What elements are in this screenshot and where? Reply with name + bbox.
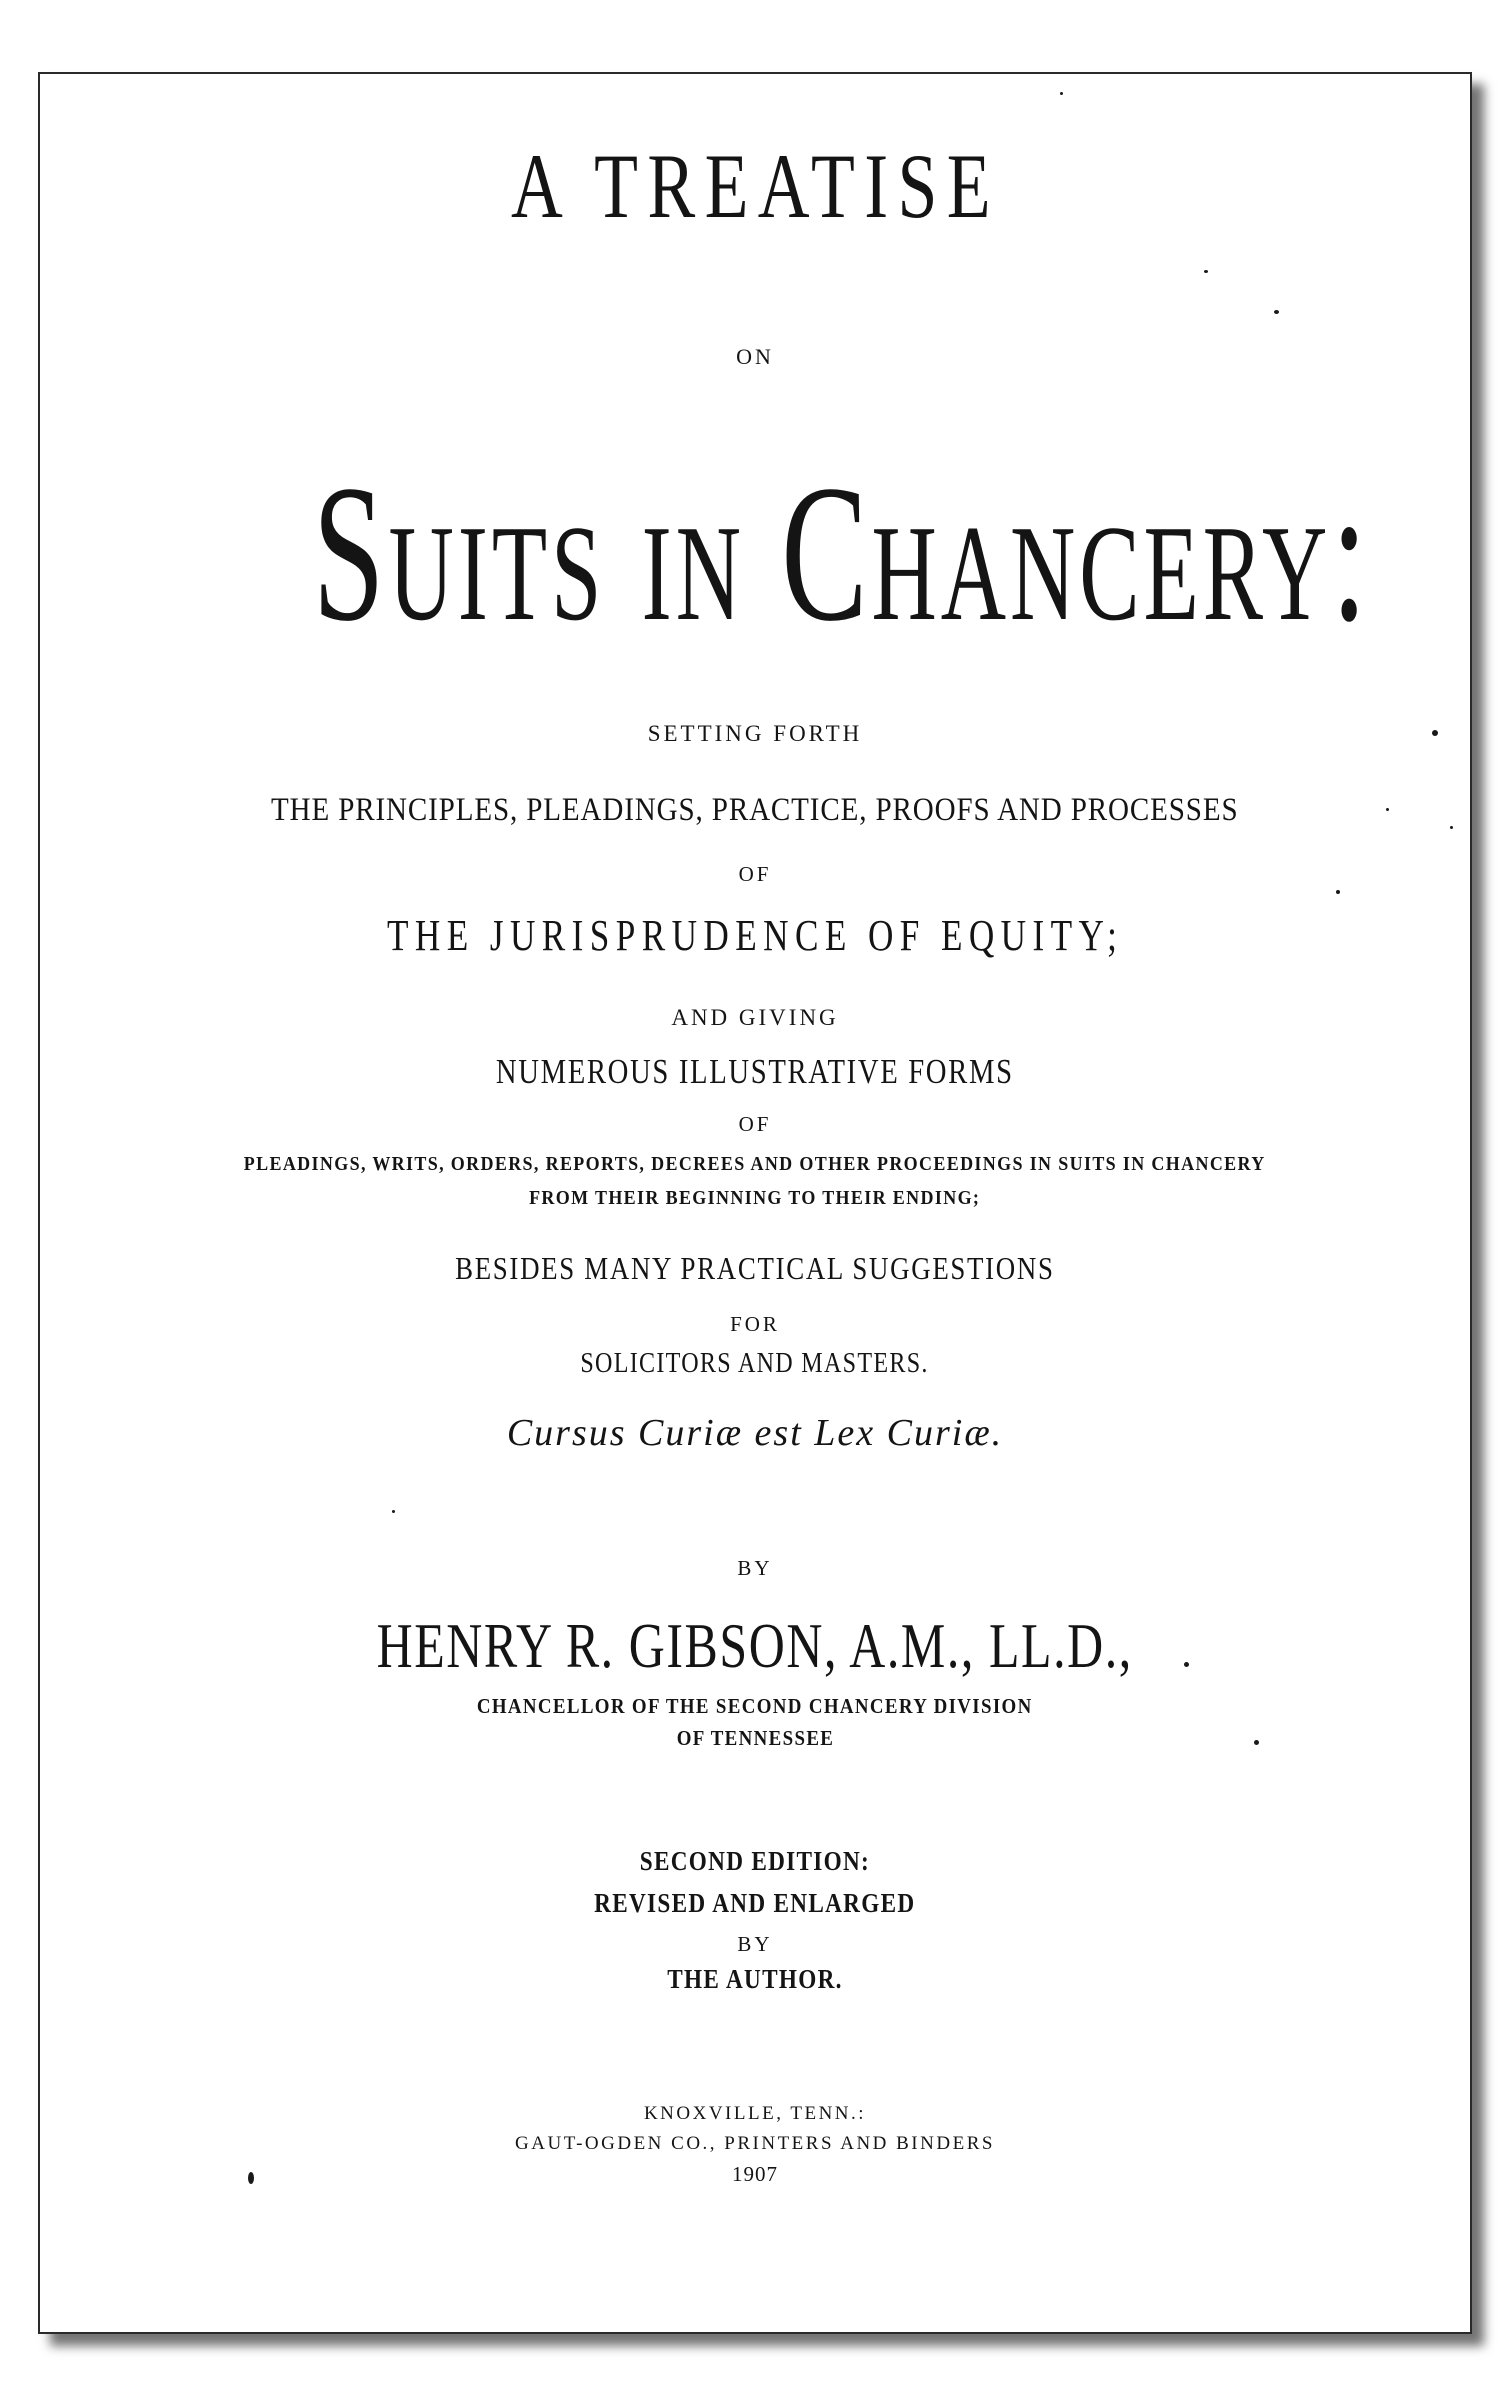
imprint-year: 1907 [732,2162,778,2186]
author-title-line-1: CHANCELLOR OF THE SECOND CHANCERY DIVISION [477,1694,1033,1718]
and-giving-line: AND GIVING [671,1005,839,1030]
revised-line: REVISED AND ENLARGED [594,1888,916,1918]
latin-motto: Cursus Curiæ est Lex Curiæ. [506,1412,1004,1454]
of-line-1: OF [738,862,772,886]
author-title-line-2: OF TENNESSEE [676,1726,834,1750]
scan-speck [1432,730,1438,736]
of-line-2: OF [738,1112,772,1136]
scan-speck [1450,826,1453,829]
scan-speck [1336,890,1340,894]
main-title: Suits in Chancery: [312,445,1372,662]
scan-speck [392,1510,395,1513]
author-name: HENRY R. GIBSON, A.M., LL.D., [376,1610,1134,1681]
scan-speck [1274,310,1279,314]
scan-speck [1060,92,1063,95]
on-line: ON [736,344,774,369]
treatise-heading: A TREATISE [510,135,1000,237]
pleadings-line: PLEADINGS, WRITS, ORDERS, REPORTS, DECREES AND OTHER PROCEEDINGS IN SUITS IN CHANCERY [244,1153,1266,1175]
scan-speck [1386,808,1389,811]
for-line: FOR [730,1312,780,1336]
numerous-forms-line: NUMEROUS ILLUSTRATIVE FORMS [496,1052,1014,1091]
principles-line: THE PRINCIPLES, PLEADINGS, PRACTICE, PROOFS AND PROCESSES [271,792,1239,828]
besides-line: BESIDES MANY PRACTICAL SUGGESTIONS [455,1250,1055,1286]
scan-speck [1254,1740,1259,1745]
by-line-1: BY [737,1556,773,1580]
edition-line: SECOND EDITION: [639,1846,871,1876]
setting-forth-line: SETTING FORTH [647,721,863,746]
scan-speck [248,2172,254,2184]
the-author-line: THE AUTHOR. [667,1964,843,1994]
imprint-city: KNOXVILLE, TENN.: [643,2103,867,2124]
scan-speck [1184,1662,1189,1667]
from-beginning-line: FROM THEIR BEGINNING TO THEIR ENDING; [529,1187,981,1209]
scan-speck [1204,270,1208,273]
title-page [38,72,1472,2334]
solicitors-line: SOLICITORS AND MASTERS. [580,1348,930,1379]
by-line-2: BY [737,1932,773,1956]
jurisprudence-line: THE JURISPRUDENCE OF EQUITY; [386,911,1124,960]
imprint-printers: GAUT-OGDEN CO., PRINTERS AND BINDERS [515,2133,995,2154]
